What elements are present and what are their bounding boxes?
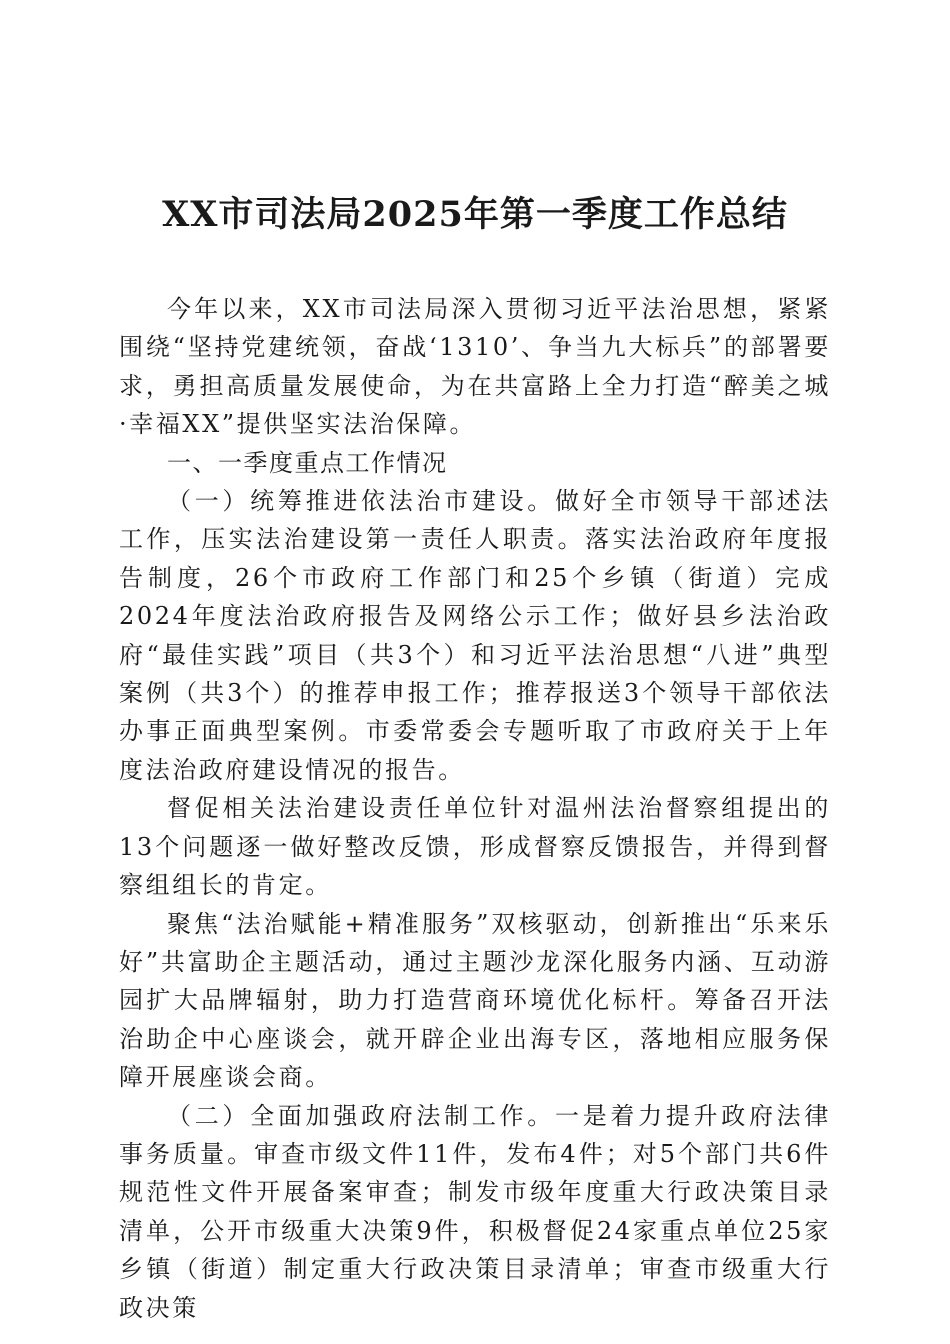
subsection-1-title: （一）统筹推进依法治市建设。 <box>167 487 555 516</box>
subsection-2-title: （二）全面加强政府法制工作。 <box>167 1101 555 1130</box>
subsection-1-text: 做好全市领导干部述法工作，压实法治建设第一责任人职责。落实法治政府年度报告制度，26个市政府工作部门和25个乡镇（街道）完成2024年度法治政府报告及网络公示工作；做好县乡法治政府“最佳实践”项目（共3个）和习近平法治思想“八进”典型案例（共3个）的推荐申报工作；推荐报送3个领导干部依法办事正面典型案例。市委常委会专题听取了市政府关于上年度法治政府建设情况的报告。 <box>119 487 831 784</box>
document-body <box>119 290 831 1327</box>
focus-paragraph: 聚焦“法治赋能+精准服务”双核驱动，创新推出“乐来乐好”共富助企主题活动，通过主题沙龙深化服务内涵、互动游园扩大品牌辐射，助力打造营商环境优化标杆。筹备召开法治助企中心座谈会，就开辟企业出海专区，落地相应服务保障开展座谈会商。 <box>119 909 831 1092</box>
subsection-2-paragraph <box>119 1097 831 1327</box>
document-title: XX市司法局2025年第一季度工作总结 <box>162 194 788 235</box>
subsection-2-text: 一是着力提升政府法律事务质量。审查市级文件11件，发布4件；对5个部门共6件规范性文件开展备案审查；制发市级年度重大行政决策目录清单，公开市级重大决策9件，积极督促24家重点单位25家乡镇（街道）制定重大行政决策目录清单；审查市级重大行政决策 <box>119 1101 831 1322</box>
subsection-1-paragraph <box>119 482 831 789</box>
section-heading: 一、一季度重点工作情况 <box>167 448 448 477</box>
supervision-paragraph: 督促相关法治建设责任单位针对温州法治督察组提出的13个问题逐一做好整改反馈，形成督察反馈报告，并得到督察组组长的肯定。 <box>119 794 831 900</box>
intro-paragraph: 今年以来，XX市司法局深入贯彻习近平法治思想，紧紧围绕“坚持党建统领，奋战‘1310’、争当九大标兵”的部署要求，勇担高质量发展使命，为在共富路上全力打造“醉美之城·幸福XX”提供坚实法治保障。 <box>119 295 831 439</box>
